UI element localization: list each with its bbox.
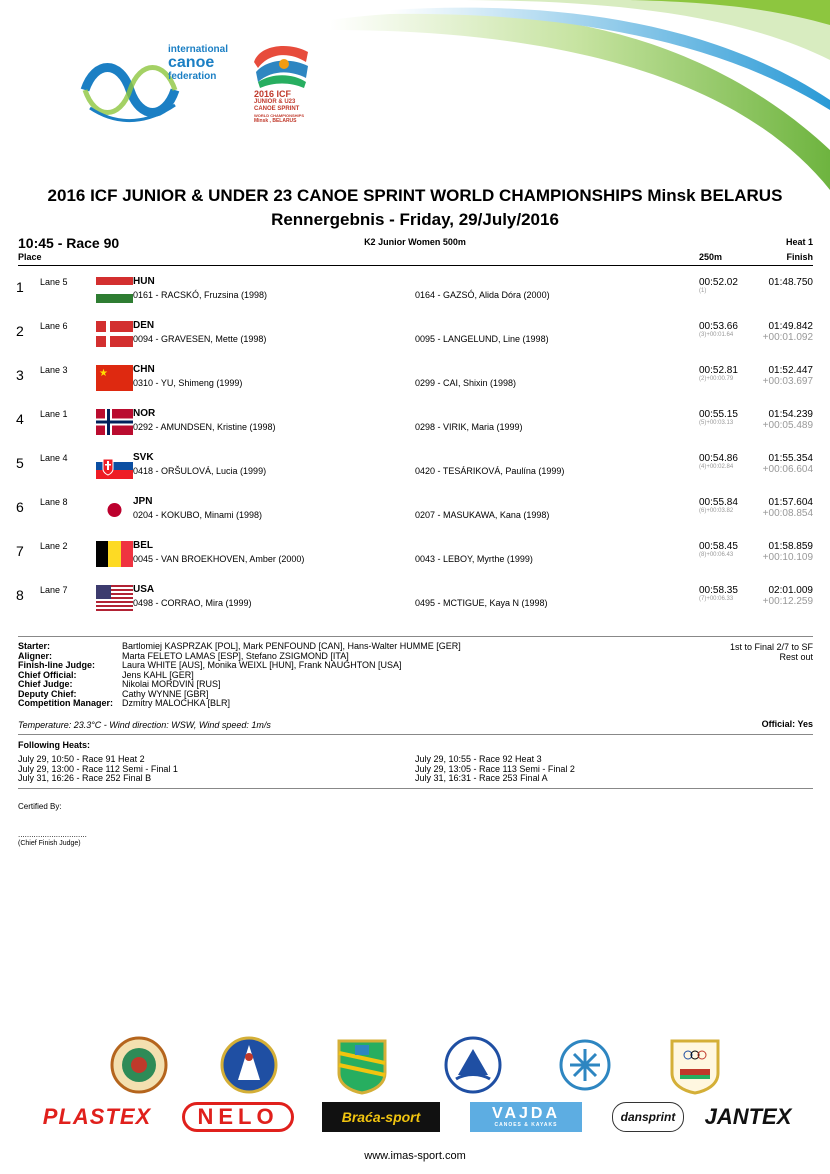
place: 4 (16, 411, 24, 427)
sponsor-vajda-subtext: CANOES & KAYAKS (494, 1122, 558, 1128)
championship-logo (250, 42, 312, 132)
following-heats-left (18, 755, 178, 784)
finish-time: 01:49.842 (768, 321, 813, 332)
sponsor-crest-3 (333, 1035, 391, 1095)
nation-code: HUN (133, 276, 155, 287)
split-250m: 00:52.02 (699, 277, 738, 288)
split-250m: 00:54.86 (699, 453, 738, 464)
athlete-2: 0298 - VIRIK, Maria (1999) (415, 422, 523, 432)
sponsor-plastex: PLASTEX (42, 1104, 152, 1129)
official-role: Chief Official: (18, 669, 77, 680)
official-role: Deputy Chief: (18, 688, 77, 699)
nation-code: NOR (133, 408, 156, 419)
header-divider (18, 265, 813, 266)
following-heats-right (415, 755, 575, 784)
finish-gap: +00:05.489 (762, 420, 813, 431)
lane: Lane 6 (40, 321, 68, 331)
split-250m-rank: (1) (699, 288, 707, 294)
following-heat: July 31, 16:31 - Race 253 Final A (415, 773, 548, 783)
following-heat: July 29, 10:55 - Race 92 Heat 3 (415, 754, 542, 764)
sponsor-crest-4 (444, 1035, 502, 1095)
champ-logo-line2: JUNIOR & U23 (254, 99, 296, 105)
weather-divider (18, 734, 813, 735)
following-heat: July 29, 13:00 - Race 112 Semi - Final 1 (18, 763, 178, 774)
chief-finish-judge-label: (Chief Finish Judge) (18, 840, 81, 847)
official-names: Jens KAHL [GER] (122, 669, 194, 680)
nation-code: JPN (133, 496, 153, 507)
champ-logo-line3: CANOE SPRINT (254, 106, 300, 112)
split-250m-rank: (6)+00:03.82 (699, 508, 734, 514)
finish-time: 02:01.009 (768, 585, 813, 596)
athlete-1: 0045 - VAN BROEKHOVEN, Amber (2000) (133, 554, 305, 564)
flag-hun-icon (96, 277, 133, 303)
athlete-1: 0204 - KOKUBO, Minami (1998) (133, 510, 263, 520)
lane: Lane 3 (40, 365, 68, 375)
svg-text:★: ★ (99, 368, 108, 379)
official-row (18, 699, 461, 709)
place: 1 (16, 279, 24, 295)
split-250m-rank: (8)+00:06.43 (699, 552, 734, 558)
sponsor-braca-sport: Braća-sport (322, 1102, 440, 1132)
official-names: Dzmitry MALOCHKA [BLR] (122, 698, 231, 708)
result-row (0, 321, 830, 365)
event-name: K2 Junior Women 500m (364, 237, 466, 247)
result-row (0, 453, 830, 497)
flag-bel-icon (96, 541, 133, 567)
split-250m-rank: (5)+00:03.13 (699, 420, 734, 426)
athlete-2: 0207 - MASUKAWA, Kana (1998) (415, 510, 550, 520)
lane: Lane 1 (40, 409, 68, 419)
athlete-2: 0495 - MCTIGUE, Kaya N (1998) (415, 598, 548, 608)
finish-gap: +00:01.092 (762, 332, 813, 343)
official-role: Aligner: (18, 650, 53, 661)
official-names: Nikolai MORDVIN [RUS] (122, 679, 221, 689)
header-swoosh-graphic (330, 0, 830, 190)
finish-time: 01:48.750 (768, 277, 813, 288)
results-divider (18, 636, 813, 637)
icf-logo (80, 40, 240, 130)
finish-time: 01:57.604 (768, 497, 813, 508)
footer-url[interactable]: www.imas-sport.com (364, 1150, 466, 1162)
split-250m-rank: (4)+00:02.84 (699, 464, 734, 470)
split-250m: 00:58.35 (699, 585, 738, 596)
flag-usa-icon (96, 585, 133, 611)
split-250m: 00:58.45 (699, 541, 738, 552)
page-title: 2016 ICF JUNIOR & UNDER 23 CANOE SPRINT WORLD CHAMPIONSHIPS Minsk BELARUS (47, 186, 783, 205)
result-row (0, 541, 830, 585)
result-row (0, 497, 830, 541)
flag-nor-icon (96, 409, 133, 435)
place: 2 (16, 323, 24, 339)
official-role: Chief Judge: (18, 679, 73, 689)
split-250m-rank: (3)+00:01.64 (699, 332, 734, 338)
following-heat: July 29, 10:50 - Race 91 Heat 2 (18, 754, 145, 764)
following-heat: July 29, 13:05 - Race 113 Semi - Final 2 (415, 763, 575, 774)
certified-by-label: Certified By: (18, 802, 62, 811)
col-header-place: Place (18, 252, 42, 262)
qualification-line2: Rest out (779, 652, 813, 662)
heat-label: Heat 1 (785, 237, 813, 247)
result-row (0, 277, 830, 321)
finish-gap: +00:03.697 (762, 376, 813, 387)
lane: Lane 2 (40, 541, 68, 551)
finish-time: 01:54.239 (768, 409, 813, 420)
lane: Lane 7 (40, 585, 68, 595)
icf-logo-line1: international (168, 44, 229, 55)
sponsor-dansprint: dansprint (612, 1102, 684, 1132)
finish-gap: +00:10.109 (762, 552, 813, 563)
place: 6 (16, 499, 24, 515)
following-heats-title: Following Heats: (18, 740, 90, 750)
qualification-line1: 1st to Final 2/7 to SF (729, 642, 813, 652)
nation-code: BEL (133, 540, 153, 551)
champ-logo-line5: Minsk , BELARUS (254, 118, 297, 124)
qualification-rules (730, 642, 813, 662)
result-row (0, 409, 830, 453)
following-heat: July 31, 16:26 - Race 252 Final B (18, 773, 152, 783)
finish-gap: +00:08.854 (762, 508, 813, 519)
finish-time: 01:55.354 (768, 453, 813, 464)
page-subtitle: Rennergebnis - Friday, 29/July/2016 (271, 210, 559, 229)
sponsor-nelo: NELO (182, 1102, 294, 1132)
athlete-2: 0420 - TESÁRIKOVÁ, Paulína (1999) (415, 466, 565, 476)
finish-time: 01:52.447 (768, 365, 813, 376)
icf-logo-line2: canoe (168, 54, 215, 71)
athlete-2: 0095 - LANGELUND, Line (1998) (415, 334, 549, 344)
sponsor-crest-1 (110, 1035, 168, 1095)
race-time-label: 10:45 - Race 90 (18, 235, 120, 251)
athlete-1: 0418 - ORŠULOVÁ, Lucia (1999) (133, 466, 267, 476)
athlete-2: 0299 - CAI, Shixin (1998) (415, 378, 517, 388)
sponsor-crest-6 (666, 1035, 724, 1095)
official-role: Starter: (18, 641, 51, 651)
sponsor-crest-2 (220, 1035, 278, 1095)
athlete-1: 0498 - CORRAO, Mira (1999) (133, 598, 252, 608)
athlete-1: 0310 - YU, Shimeng (1999) (133, 378, 243, 388)
athlete-1: 0292 - AMUNDSEN, Kristine (1998) (133, 422, 276, 432)
place: 7 (16, 543, 24, 559)
nation-code: USA (133, 584, 155, 595)
signature-line: ............................... (18, 830, 87, 839)
flag-den-icon (96, 321, 133, 347)
sponsor-jantex: JANTEX (704, 1104, 792, 1129)
place: 8 (16, 587, 24, 603)
athlete-1: 0161 - RACSKÓ, Fruzsina (1998) (133, 290, 268, 300)
flag-chn-icon (96, 365, 133, 391)
finish-gap: +00:06.604 (762, 464, 813, 475)
finish-time: 01:58.859 (768, 541, 813, 552)
official-role: Finish-line Judge: (18, 660, 96, 670)
official-status: Official: Yes (761, 719, 813, 729)
split-250m: 00:52.81 (699, 365, 738, 376)
athlete-1: 0094 - GRAVESEN, Mette (1998) (133, 334, 267, 344)
split-250m: 00:55.15 (699, 409, 738, 420)
nation-code: CHN (133, 364, 155, 375)
lane: Lane 4 (40, 453, 68, 463)
flag-jpn-icon (96, 497, 133, 523)
champ-logo-line4: WORLD CHAMPIONSHIPS (254, 113, 304, 118)
split-250m: 00:53.66 (699, 321, 738, 332)
col-header-250m: 250m (699, 252, 723, 262)
nation-code: DEN (133, 320, 155, 331)
sponsor-vajda-name: VAJDA (491, 1105, 561, 1122)
official-names: Marta FELETO LAMAS [ESP], Stefano ZSIGMOND [ITA] (122, 650, 349, 661)
official-names: Cathy WYNNE [GBR] (122, 688, 209, 699)
col-header-finish: Finish (786, 252, 813, 262)
split-250m-rank: (7)+00:06.33 (699, 596, 734, 602)
official-row (18, 661, 461, 671)
sponsor-crest-5 (556, 1035, 614, 1095)
official-row (18, 680, 461, 690)
official-names: Bartlomiej KASPRZAK [POL], Mark PENFOUND [CAN], Hans-Walter HUMME [GER] (122, 641, 461, 651)
weather-info: Temperature: 23.3°C - Wind direction: WSW, Wind speed: 1m/s (18, 720, 271, 730)
officials-list (18, 642, 461, 709)
sponsor-vajda (470, 1102, 582, 1132)
athlete-2: 0043 - LEBOY, Myrthe (1999) (415, 554, 533, 564)
official-row (18, 671, 461, 681)
nation-code: SVK (133, 452, 154, 463)
athlete-2: 0164 - GAZSÓ, Alida Dóra (2000) (415, 290, 550, 300)
official-role: Competition Manager: (18, 698, 114, 708)
split-250m-rank: (2)+00:00.79 (699, 376, 734, 382)
flag-svk-icon (96, 453, 133, 479)
champ-logo-line1: 2016 ICF (254, 89, 292, 99)
finish-gap: +00:12.259 (762, 596, 813, 607)
official-names: Laura WHITE [AUS], Monika WEIXL [HUN], Frank NAUGHTON [USA] (122, 660, 402, 670)
place: 5 (16, 455, 24, 471)
result-row (0, 585, 830, 629)
lane: Lane 5 (40, 277, 68, 287)
lane: Lane 8 (40, 497, 68, 507)
icf-logo-line3: federation (168, 71, 217, 82)
following-divider (18, 788, 813, 789)
place: 3 (16, 367, 24, 383)
result-row (0, 365, 830, 409)
split-250m: 00:55.84 (699, 497, 738, 508)
